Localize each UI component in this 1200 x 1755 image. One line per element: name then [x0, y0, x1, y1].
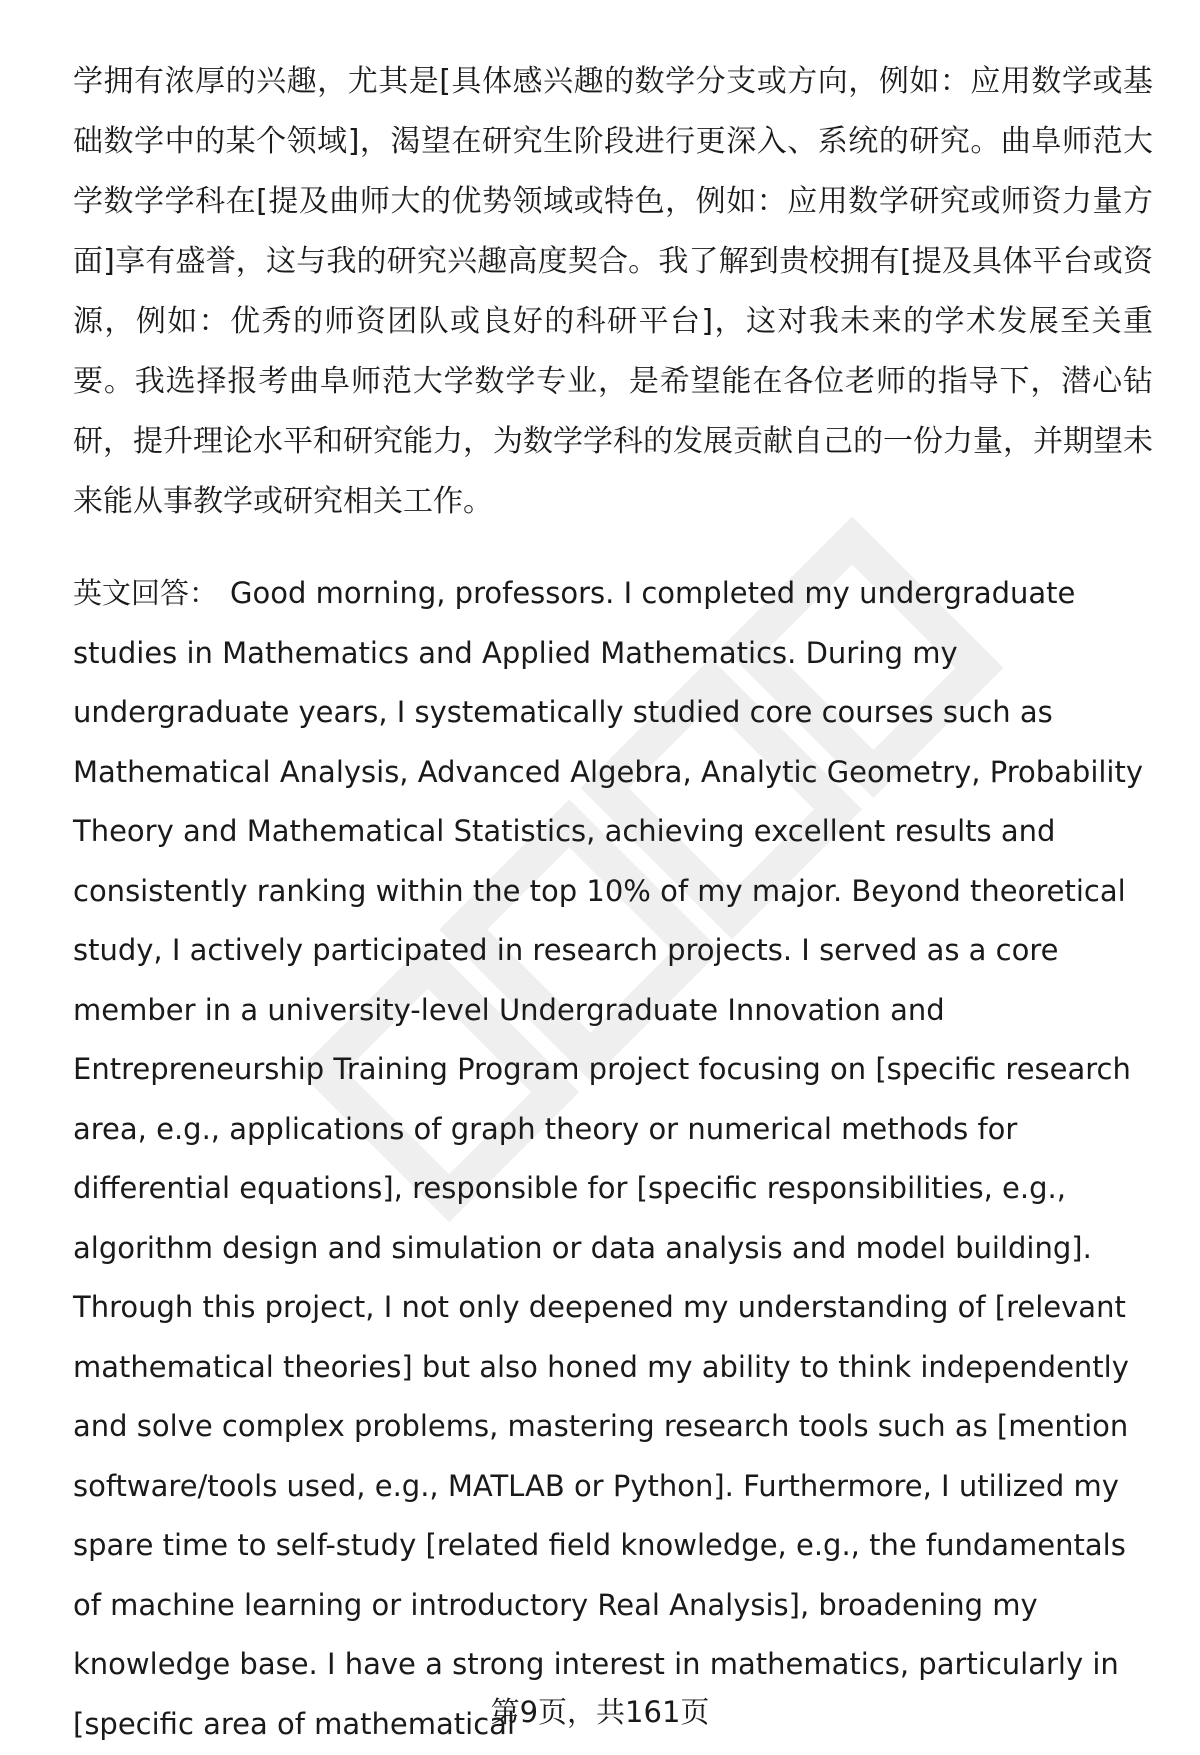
english-answer-text: Good morning, professors. I completed my undergraduate studies in Mathematics and Applied Mathematics. During my undergraduate years, I systematically studied core courses such as Mathematical Analysis, Advanced Algebra, Analytic Geometry, Probability Theory and Mathematical Statistics, achieving excellent results and consistently ranking within the top 10% of my major. Beyond theoretical study, I actively participated in research projects. I served as a core member in a university-level Undergraduate Innovation and Entrepreneurship Training Program project focusing on [specific research area, e.g., applications of graph theory or numerical methods for differential equations], responsible for [specific responsibilities, e.g., algorithm design and simulation or data analysis and model building]. Through this project, I not only deepened my understanding of [relevant mathematical theories] but also honed my ability to think independently and solve complex problems, mastering research tools such as [mention software/tools used, e.g., MATLAB or Python]. Furthermore, I utilized my spare time to self-study [related field knowledge, e.g., the fundamentals of machine learning or introductory Real Analysis], broadening my knowledge base. I have a strong interest in mathematics, particularly in [specific area of mathematical [73, 576, 1144, 1741]
paragraph-english [73, 564, 1153, 1754]
document-body [73, 52, 1153, 1754]
paragraph-chinese: 学拥有浓厚的兴趣，尤其是[具体感兴趣的数学分支或方向，例如：应用数学或基础数学中的某个领域]，渴望在研究生阶段进行更深入、系统的研究。曲阜师范大学数学学科在[提及曲师大的优势领域或特色，例如：应用数学研究或师资力量方面]享有盛誉，这与我的研究兴趣高度契合。我了解到贵校拥有[提及具体平台或资源，例如：优秀的师资团队或良好的科研平台]，这对我未来的学术发展至关重要。我选择报考曲阜师范大学数学专业，是希望能在各位老师的指导下，潜心钻研，提升理论水平和研究能力，为数学学科的发展贡献自己的一份力量，并期望未来能从事教学或研究相关工作。 [73, 64, 1153, 519]
page-number-footer: 第9页，共161页 [490, 1695, 710, 1729]
english-answer-label: 英文回答： [73, 576, 219, 610]
